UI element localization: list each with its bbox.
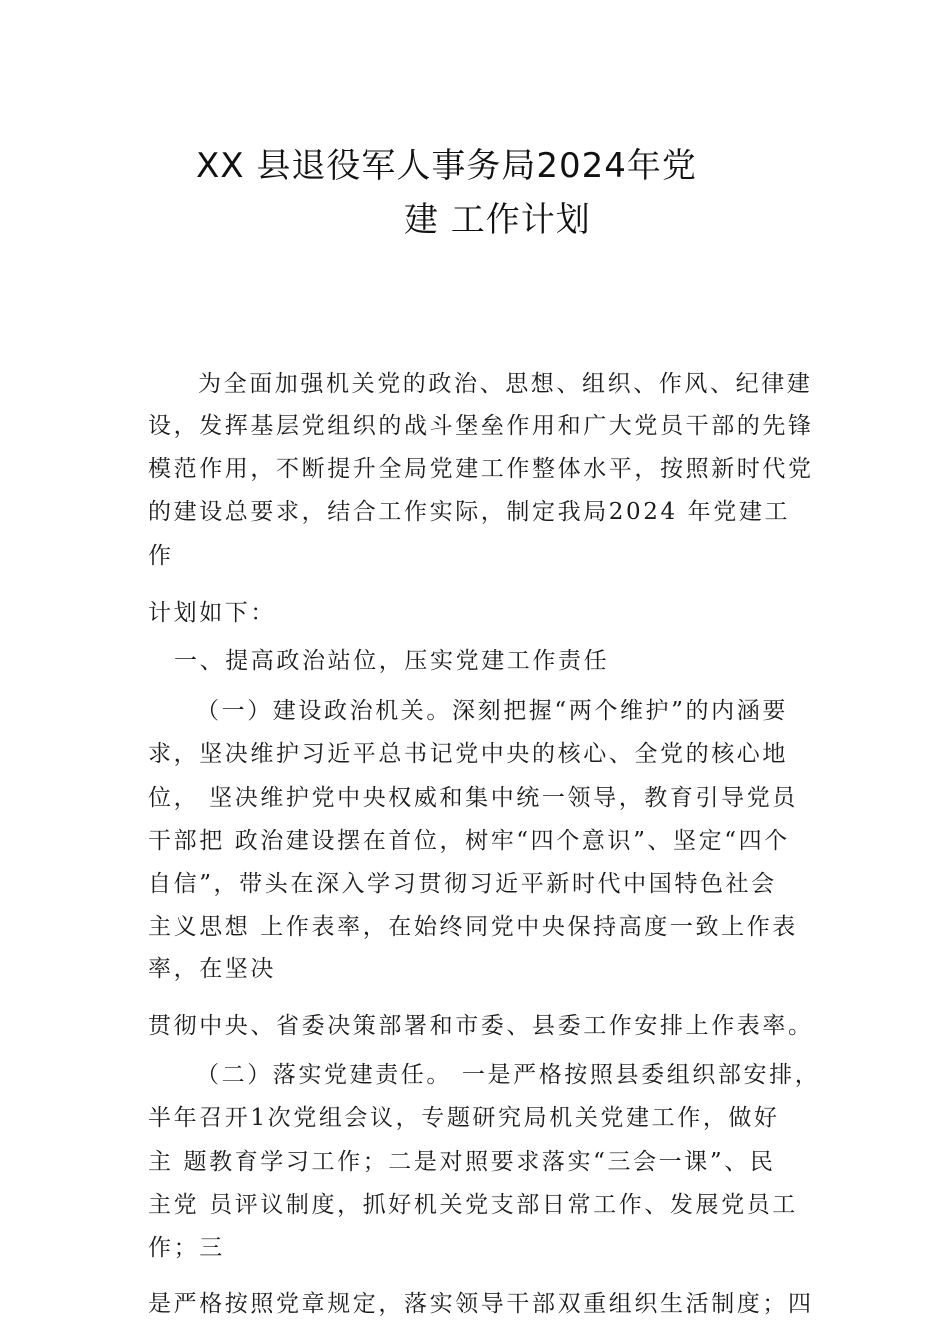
paragraph-line: 为全面加强机关党的政治、思想、组织、作风、纪律建 xyxy=(198,371,813,397)
paragraph-line: 设，发挥基层党组织的战斗堡垒作用和广大党员干部的先锋 xyxy=(148,413,814,439)
paragraph-line: 率，在坚决 xyxy=(148,956,276,982)
paragraph-line: 模范作用，不断提升全局党建工作整体水平，按照新时代党 xyxy=(148,456,814,482)
paragraph-line: 主 题教育学习工作；二是对照要求落实“三会一课”、民 xyxy=(148,1149,776,1175)
paragraph-line: 干部把 政治建设摆在首位，树牢“四个意识”、坚定“四个 xyxy=(148,828,790,854)
paragraph-line: 是严格按照党章规定，落实领导干部双重组织生活制度；四 xyxy=(148,1291,814,1317)
paragraph-line: 主义思想 上作表率，在始终同党中央保持高度一致上作表 xyxy=(148,914,798,940)
paragraph-line: 作 xyxy=(148,543,174,569)
section-heading: 一、提高政治站位，压实党建工作责任 xyxy=(174,648,610,674)
paragraph-line: 作；三 xyxy=(148,1235,225,1261)
paragraph-line: 自信”，带头在深入学习贯彻习近平新时代中国特色社会 xyxy=(148,871,777,897)
paragraph-line: 位， 坚决维护党中央权威和集中统一领导，教育引导党员 xyxy=(148,785,798,811)
document-title-line-1: XX 县退役军人事务局2024年党 xyxy=(196,146,697,186)
paragraph-line: 求，坚决维护习近平总书记党中央的核心、全党的核心地 xyxy=(148,741,788,767)
paragraph-line: 的建设总要求，结合工作实际，制定我局2024 年党建工 xyxy=(148,499,791,525)
paragraph-line: 计划如下： xyxy=(148,600,276,626)
document-title-line-2: 建 工作计划 xyxy=(404,200,591,240)
paragraph-line: 贯彻中央、省委决策部署和市委、县委工作安排上作表率。 xyxy=(148,1013,814,1039)
paragraph-line: （二）落实党建责任。 一是严格按照县委组织部安排， xyxy=(196,1062,821,1088)
paragraph-line: （一）建设政治机关。深刻把握“两个维护”的内涵要 xyxy=(196,698,788,724)
paragraph-line: 主党 员评议制度，抓好机关党支部日常工作、发展党员工 xyxy=(148,1192,798,1218)
paragraph-line: 半年召开1次党组会议，专题研究局机关党建工作，做好 xyxy=(148,1105,780,1131)
